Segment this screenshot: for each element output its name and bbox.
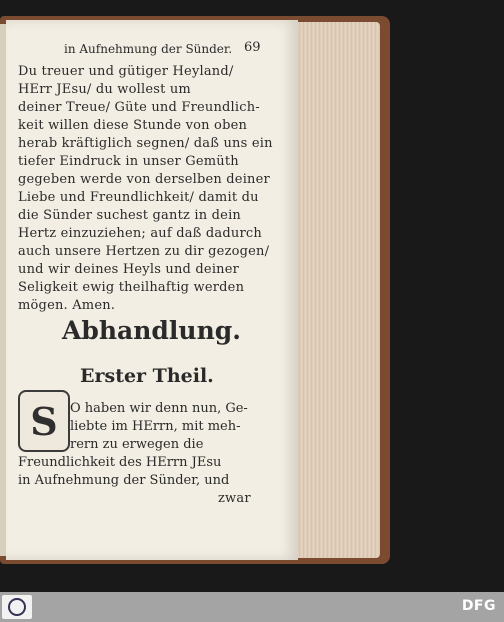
page-edges — [296, 22, 380, 558]
prayer-line: gegeben werde von derselben deiner — [18, 172, 270, 187]
prayer-line: Seligkeit ewig theilhaftig werden — [18, 280, 245, 295]
section-subheading: Erster Theil. — [80, 365, 214, 387]
prayer-line: herab kräftiglich segnen/ daß uns ein — [18, 136, 273, 151]
prayer-line: Hertz einzuziehen; auf daß dadurch — [18, 226, 262, 241]
prayer-line: und wir deines Heyls und deiner — [18, 262, 240, 277]
prayer-line: Du treuer und gütiger Heyland/ — [18, 64, 234, 79]
dfg-logo: DFG — [461, 598, 496, 614]
prayer-line: HErr JEsu/ du wollest um — [18, 82, 191, 97]
decorated-initial: S — [18, 390, 70, 452]
paragraph-line: O haben wir denn nun, Ge- — [70, 401, 248, 416]
library-logo — [2, 595, 32, 619]
page-number: 69 — [244, 40, 261, 55]
prayer-line: deiner Treue/ Güte und Freundlich- — [18, 100, 260, 115]
logo-emblem-icon — [8, 598, 26, 616]
prayer-line: Liebe und Freundlichkeit/ damit du — [18, 190, 259, 205]
section-heading: Abhandlung. — [62, 316, 241, 345]
prayer-line: tiefer Eindruck in unser Gemüth — [18, 154, 239, 169]
prayer-line: mögen. Amen. — [18, 298, 116, 313]
paragraph-line: liebte im HErrn, mit meh- — [70, 419, 241, 434]
prayer-line: die Sünder suchest gantz in dein — [18, 208, 241, 223]
running-header: in Aufnehmung der Sünder. — [64, 42, 233, 56]
viewer-footer-bar — [0, 592, 504, 622]
paragraph-line: in Aufnehmung der Sünder, und — [18, 473, 230, 488]
prayer-line: keit willen diese Stunde von oben — [18, 118, 248, 133]
paragraph-line: Freundlichkeit des HErrn JEsu — [18, 455, 222, 470]
paragraph-line: rern zu erwegen die — [70, 437, 204, 452]
catchword: zwar — [218, 491, 251, 506]
prayer-line: auch unsere Hertzen zu dir gezogen/ — [18, 244, 270, 259]
